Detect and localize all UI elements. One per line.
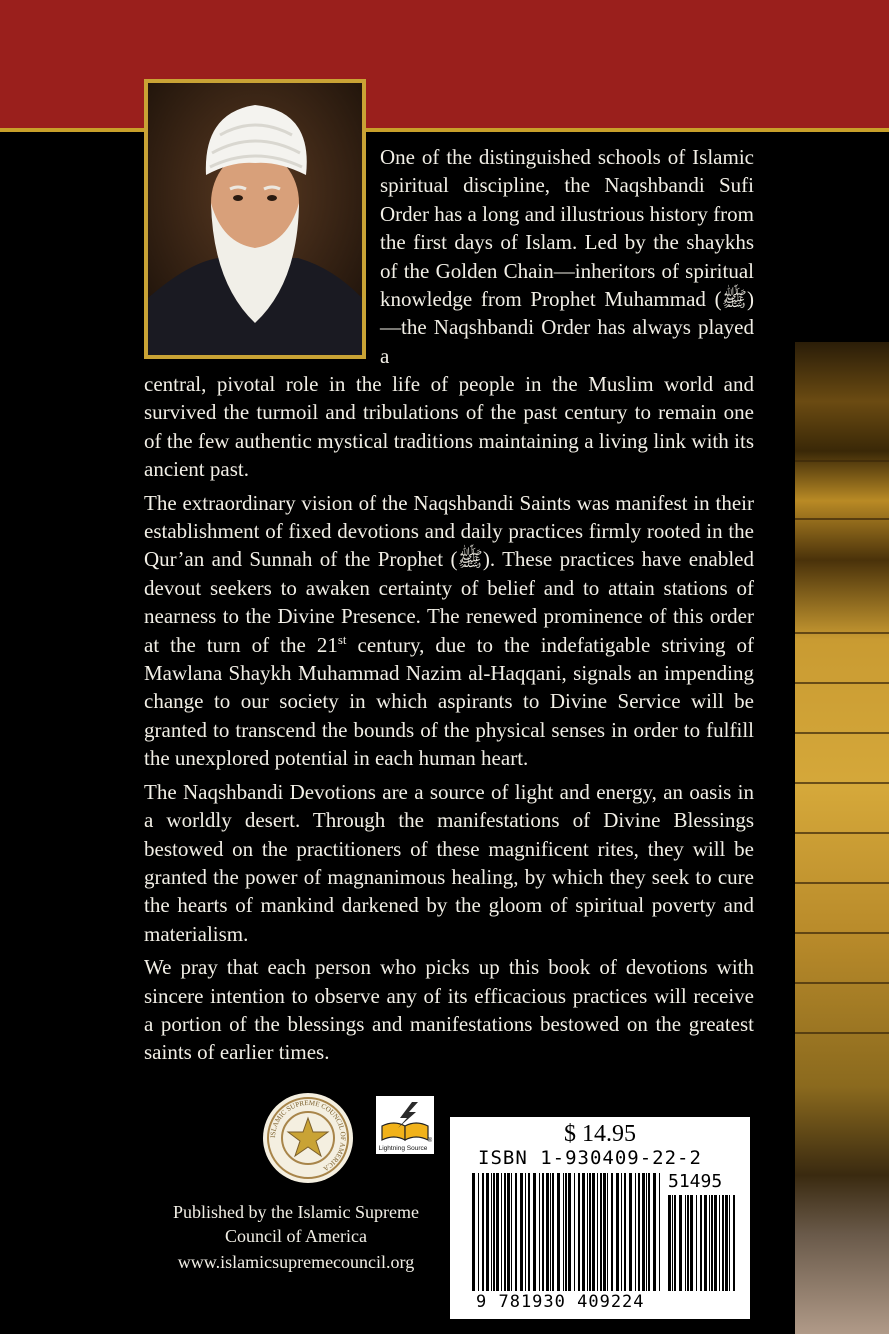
barcode-bar	[552, 1173, 554, 1291]
barcode-bar	[478, 1173, 479, 1291]
author-portrait	[144, 79, 366, 359]
barcode-bar	[653, 1173, 656, 1291]
barcode-bar	[550, 1173, 551, 1291]
barcode-bar	[546, 1173, 549, 1291]
description-paragraph-4: We pray that each person who picks up this book of devotions with sincere intention to observe any of its efficacious practices will receive a portion of the blessings and manifestations bestowed on the greatest saints of earlier times.	[144, 955, 754, 1065]
barcode-bar	[565, 1173, 567, 1291]
portrait-illustration	[148, 83, 362, 355]
barcode-bar	[729, 1195, 730, 1291]
barcode-bar	[687, 1195, 689, 1291]
barcode-bar	[714, 1195, 717, 1291]
barcode-bar	[539, 1173, 540, 1291]
barcode-bar	[472, 1173, 475, 1291]
barcode-bar	[482, 1173, 484, 1291]
barcode-bar	[574, 1173, 575, 1291]
barcode-bar	[592, 1173, 595, 1291]
paragraph-2-text-b: century, due to the indefatigable striving of Mawlana Shaykh Muhammad Nazim al-Haqqani, signals an impending change to our society in which aspirants to Divine Service will be granted to transcend the bounds of the physical senses in order to fulfill the unexplored potential in each human heart.	[144, 632, 754, 771]
price-addon-digits: 51495	[668, 1171, 723, 1192]
barcode-bar	[685, 1195, 686, 1291]
description-text	[144, 370, 754, 1072]
barcode-bar	[648, 1173, 650, 1291]
barcode-bar	[600, 1173, 602, 1291]
barcode-bar	[557, 1173, 560, 1291]
paragraph-2-text-a: The extraordinary vision of the Naqshbandi Saints was manifest in their establishment of fixed devotions and daily practices firmly rooted in the Qur’an and Sunnah of the Prophet (ﷺ). These practices have enabled devout seekers to awaken certainty of belief and to attain stations of nearness to the Divine Presence. The renewed prominence of this order at the turn of the 21	[144, 490, 754, 657]
barcode-bars	[450, 1117, 750, 1319]
barcode-bar	[679, 1195, 682, 1291]
barcode-bar	[493, 1173, 495, 1291]
kaaba-wall-image	[795, 342, 889, 1334]
description-paragraph-2	[144, 489, 754, 773]
barcode-bar	[690, 1195, 693, 1291]
description-paragraph-3: The Naqshbandi Devotions are a source of light and energy, an oasis in a worldly desert. Through the manifestations of Divine Blessings bestowed on the practitioners of these magnificent rites, they will be granted the power of magnanimous healing, by which they seek to cure the hearts of mankind darkened by the gloom of spiritual poverty and materialism.	[144, 779, 754, 946]
price-label: $ 14.95	[564, 1121, 636, 1147]
barcode-panel	[450, 1117, 750, 1319]
barcode-bar	[589, 1173, 591, 1291]
barcode-bar	[587, 1173, 588, 1291]
seal-ring-text: ISLAMIC SUPREME COUNCIL OF AMERICA	[268, 1098, 348, 1173]
barcode-bar	[704, 1195, 707, 1291]
barcode-bar	[578, 1173, 580, 1291]
barcode-bar	[486, 1173, 489, 1291]
top-color-band	[0, 0, 889, 128]
barcode-bar	[611, 1173, 613, 1291]
barcode-bar	[629, 1173, 632, 1291]
gold-rule-top	[0, 128, 889, 132]
barcode-bar	[515, 1173, 517, 1291]
barcode-bar	[496, 1173, 499, 1291]
barcode-bar	[719, 1195, 720, 1291]
open-book-icon	[376, 1096, 434, 1154]
barcode-bar	[542, 1173, 544, 1291]
barcode-bar	[621, 1173, 622, 1291]
barcode-bar	[696, 1195, 697, 1291]
barcode-bar	[507, 1173, 510, 1291]
barcode-bar	[709, 1195, 710, 1291]
barcode-bar	[511, 1173, 512, 1291]
description-paragraph-1-continued: central, pivotal role in the life of people in the Muslim world and survived the turmoil and tribulations of the past century to remain one of the few authentic mystical traditions maintaining a living link with its ancient past.	[144, 372, 754, 482]
barcode-bar	[722, 1195, 724, 1291]
barcode-bar	[501, 1173, 502, 1291]
publisher-line-2: Council of America	[225, 1226, 367, 1246]
barcode-bar	[568, 1173, 571, 1291]
barcode-bar	[638, 1173, 640, 1291]
islamic-supreme-council-seal	[262, 1092, 354, 1184]
barcode-bar	[607, 1173, 608, 1291]
barcode-bar	[646, 1173, 647, 1291]
barcode-bar	[616, 1173, 619, 1291]
printer-label: Lightning Source	[378, 1145, 428, 1152]
barcode-bar	[624, 1173, 626, 1291]
ordinal-suffix: st	[337, 631, 347, 647]
barcode-bar	[668, 1195, 671, 1291]
barcode-bar	[491, 1173, 492, 1291]
barcode-bar	[533, 1173, 536, 1291]
barcode-bar	[659, 1173, 660, 1291]
barcode-bar	[603, 1173, 606, 1291]
barcode-bar	[563, 1173, 564, 1291]
barcode-bar	[674, 1195, 676, 1291]
barcode-bar	[635, 1173, 636, 1291]
isbn-label: ISBN 1-930409-22-2	[478, 1147, 702, 1169]
barcode-bar	[504, 1173, 506, 1291]
barcode-bar	[672, 1195, 673, 1291]
barcode-bar	[700, 1195, 702, 1291]
lightning-source-logo	[376, 1096, 434, 1154]
barcode-bar	[725, 1195, 728, 1291]
barcode-bar	[733, 1195, 735, 1291]
publisher-info	[146, 1200, 446, 1274]
barcode-bar	[528, 1173, 530, 1291]
barcode-bar	[711, 1195, 713, 1291]
publisher-line-1: Published by the Islamic Supreme	[173, 1202, 419, 1222]
registered-mark: ®	[427, 1138, 433, 1144]
barcode-bar	[642, 1173, 645, 1291]
ean-digits: 9 781930 409224	[476, 1292, 645, 1312]
barcode-bar	[525, 1173, 526, 1291]
publisher-website: www.islamicsupremecouncil.org	[177, 1252, 415, 1272]
description-paragraph-1-top: One of the distinguished schools of Islamic spiritual discipline, the Naqshbandi Sufi Order has a long and illustrious history from the first days of Islam. Led by the shaykhs of the Golden Chain—inheritors of spiritual knowledge from Prophet Muhammad (ﷺ)—the Naqshbandi Order has always played a	[380, 145, 754, 368]
barcode-bar	[597, 1173, 598, 1291]
barcode-bar	[582, 1173, 585, 1291]
barcode-bar	[520, 1173, 523, 1291]
